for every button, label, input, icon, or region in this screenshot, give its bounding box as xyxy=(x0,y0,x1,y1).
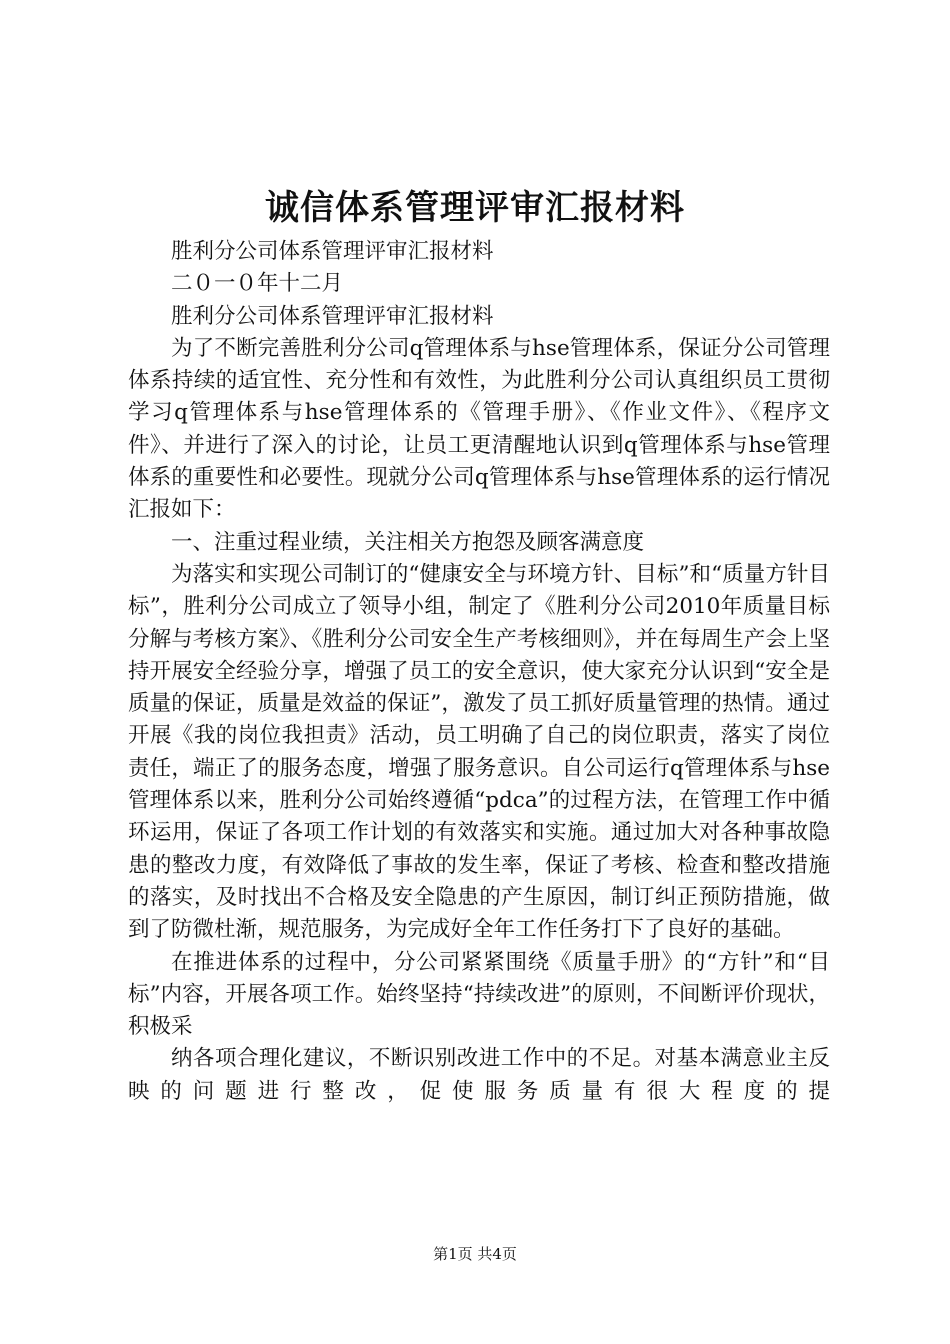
document-body xyxy=(128,236,830,1108)
paragraph-heading: 胜利分公司体系管理评审汇报材料 xyxy=(171,303,494,329)
paragraph-section-1: 为落实和实现公司制订的“健康安全与环境方针、目标”和“质量方针目标”，胜利分公司成立了领导小组，制定了《胜利分公司2010年质量目标分解与考核方案》、《胜利分公司安全生产考核细则》，并在每周生产会上坚持开展安全经验分享，增强了员工的安全意识，使大家充分认识到“安全是质量的保证，质量是效益的保证”，激发了员工抓好质量管理的热情。通过开展《我的岗位我担责》活动，员工明确了自己的岗位职责，落实了岗位责任，端正了的服务态度，增强了服务意识。自公司运行q管理体系与hse管理体系以来，胜利分公司始终遵循“pdca”的过程方法，在管理工作中循环运用，保证了各项工作计划的有效落实和实施。通过加大对各种事故隐患的整改力度，有效降低了事故的发生率，保证了考核、检查和整改措施的落实，及时找出不合格及安全隐患的产生原因，制订纠正预防措施，做到了防微杜渐，规范服务，为完成好全年工作任务打下了良好的基础。 xyxy=(128,561,830,943)
paragraph-system-progress: 在推进体系的过程中，分公司紧紧围绕《质量手册》的“方针”和“目标”内容，开展各项工作。始终坚持“持续改进”的原则，不间断评价现状，积极采 xyxy=(128,949,830,1040)
paragraph-intro: 为了不断完善胜利分公司q管理体系与hse管理体系，保证分公司管理体系持续的适宜性、充分性和有效性，为此胜利分公司认真组织员工贯彻学习q管理体系与hse管理体系的《管理手册》、《作业文件》、《程序文件》、并进行了深入的讨论，让员工更清醒地认识到q管理体系与hse管理体系的重要性和必要性。现就分公司q管理体系与hse管理体系的运行情况汇报如下： xyxy=(128,335,830,523)
page-footer: 第1页 共4页 xyxy=(433,1245,517,1263)
paragraph-subtitle: 胜利分公司体系管理评审汇报材料 xyxy=(171,239,494,264)
document-title: 诚信体系管理评审汇报材料 xyxy=(265,188,685,228)
section-heading-1: 一、注重过程业绩，关注相关方抱怨及顾客满意度 xyxy=(171,529,645,555)
paragraph-continued: 纳各项合理化建议，不断识别改进工作中的不足。对基本满意业主反映的问题进行整改，促使服务质量有很大程度的提 xyxy=(128,1046,830,1104)
paragraph-date: 二０一０年十二月 xyxy=(171,271,344,297)
